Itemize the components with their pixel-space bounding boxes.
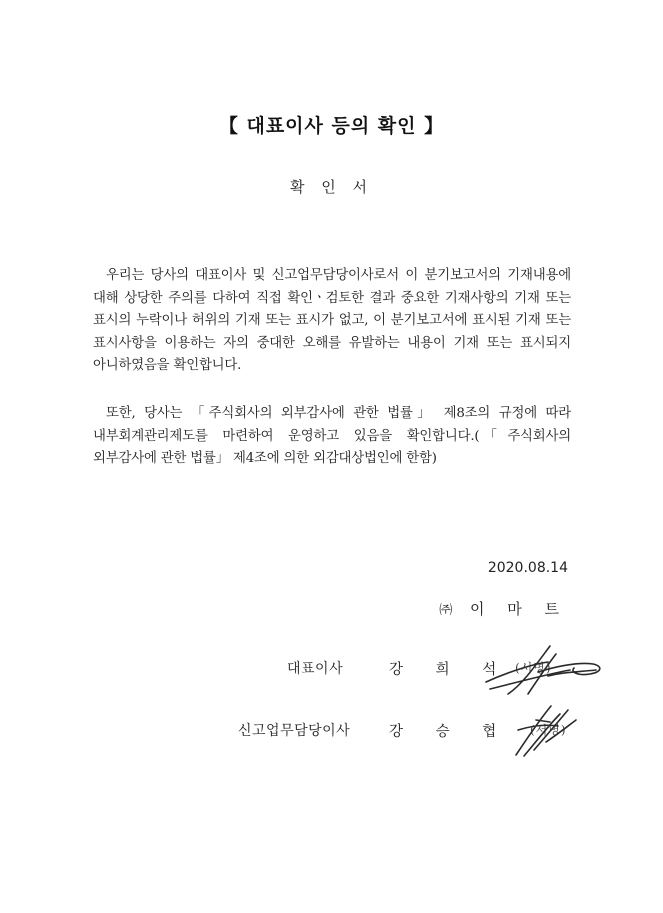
confirmation-paragraph-1: 우리는 당사의 대표이사 및 신고업무담당이사로서 이 분기보고서의 기재내용에 대해 상당한 주의를 다하여 직접 확인ㆍ검토한 결과 중요한 기재사항의 기재 또는 표시의 누락이나 허위의 기재 또는 표시가 없고, 이 분기보고서에 표시된 기재 또는 표시사항을 이용하는 자의 중대한 오해를 유발하는 내용이 기재 또는 표시되지 아니하였음을 확인합니다.: [93, 268, 571, 373]
signatory-row-ceo: [0, 650, 663, 690]
signatory-name: 강 희 석: [389, 662, 511, 678]
document-date: 2020.08.14: [487, 560, 568, 576]
signatory-row-reporting-director: [0, 712, 663, 752]
signature-placeholder: (서명): [515, 661, 552, 675]
confirmation-paragraph-2: 또한, 당사는 「주식회사의 외부감사에 관한 법률」 제8조의 규정에 따라 내부회계관리제도를 마련하여 운영하고 있음을 확인합니다.(「주식회사의 외부감사에 관한 법률」 제4조에 의한 외감대상법인에 한함): [93, 406, 571, 466]
corporation-mark: ㈜: [439, 603, 457, 618]
handwritten-signature-icon: [478, 642, 608, 697]
document-heading: 【 대표이사 등의 확인 】: [218, 115, 445, 137]
signatory-role: 대표이사: [287, 661, 344, 677]
company-name-block: [439, 598, 568, 619]
document-subheading: 확 인 서: [289, 178, 373, 196]
signatory-name: 강 승 협: [389, 724, 511, 740]
signature-placeholder: (서명): [530, 723, 567, 737]
signatory-role: 신고업무담당이사: [238, 723, 351, 739]
company-name: 이 마 트: [469, 600, 568, 618]
handwritten-signature-icon: [506, 700, 586, 760]
